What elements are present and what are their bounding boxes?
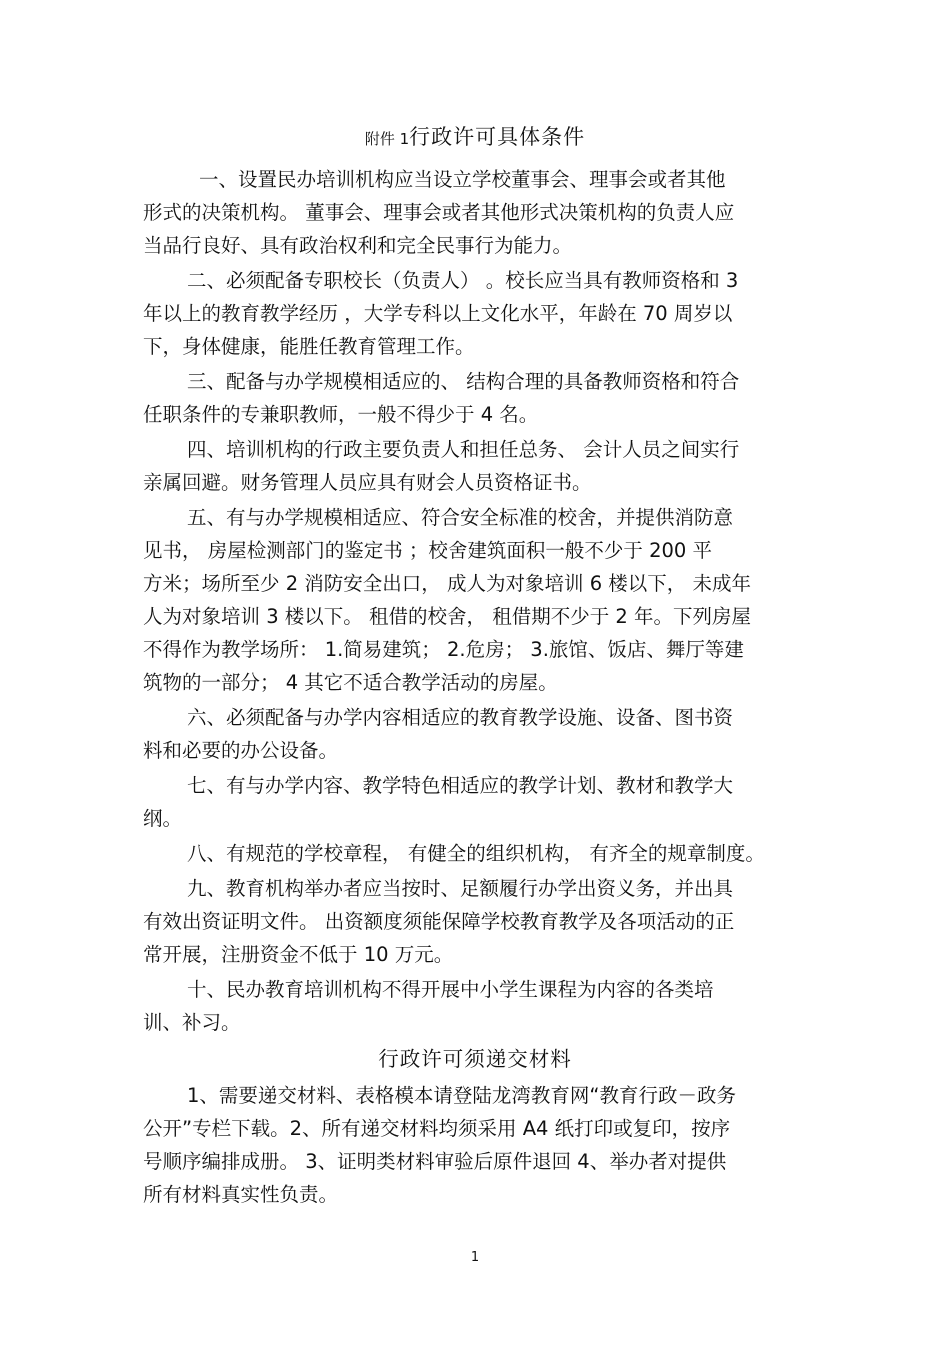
- paragraph-1: [143, 163, 811, 262]
- text-line: 当品行良好、具有政治权利和完全民事行为能力。: [143, 234, 573, 257]
- page-title: [0, 120, 950, 156]
- paragraph-7: [143, 769, 811, 835]
- paragraph-3: [143, 365, 811, 431]
- paragraph-4: [143, 433, 811, 499]
- text-line: 二、必须配备专职校长（负责人） 。校长应当具有教师资格和 3: [187, 269, 739, 292]
- title-prefix: 附件 1: [364, 130, 410, 148]
- text-line: 八、有规范的学校章程， 有健全的组织机构， 有齐全的规章制度。: [187, 842, 765, 865]
- paragraph-2: [143, 264, 811, 363]
- text-line: 四、培训机构的行政主要负责人和担任总务、 会计人员之间实行: [187, 438, 740, 461]
- text-line: 筑物的一部分； 4 其它不适合教学活动的房屋。: [143, 671, 558, 694]
- text-line: 不得作为教学场所： 1.简易建筑； 2.危房； 3.旅馆、饭店、舞厅等建: [143, 638, 744, 661]
- text-line: 纲。: [143, 807, 183, 830]
- text-line: 下，身体健康，能胜任教育管理工作。: [143, 335, 475, 358]
- section-title: 行政许可须递交材料: [378, 1047, 572, 1071]
- paragraph-5: [143, 501, 811, 699]
- text-line: 任职条件的专兼职教师，一般不得少于 4 名。: [143, 403, 539, 426]
- text-line: 公开”专栏下载。2、所有递交材料均须采用 A4 纸打印或复印，按序: [143, 1117, 731, 1140]
- text-line: 五、有与办学规模相适应、符合安全标准的校舍，并提供消防意: [187, 506, 734, 529]
- paragraph-8: [143, 837, 811, 870]
- page-number: 1: [470, 1250, 480, 1265]
- text-line: 有效出资证明文件。 出资额度须能保障学校教育教学及各项活动的正: [143, 910, 735, 933]
- document-body: [143, 163, 811, 1213]
- text-line: 料和必要的办公设备。: [143, 739, 339, 762]
- text-line: 六、必须配备与办学内容相适应的教育教学设施、设备、图书资: [187, 706, 734, 729]
- paragraph-9: [143, 872, 811, 971]
- text-line: 形式的决策机构。 董事会、理事会或者其他形式决策机构的负责人应: [143, 201, 735, 224]
- text-line: 人为对象培训 3 楼以下。 租借的校舍， 租借期不少于 2 年。下列房屋: [143, 605, 752, 628]
- text-line: 所有材料真实性负责。: [143, 1183, 339, 1206]
- text-line: 号顺序编排成册。 3、证明类材料审验后原件退回 4、举办者对提供: [143, 1150, 727, 1173]
- text-line: 九、教育机构举办者应当按时、足额履行办学出资义务，并出具: [187, 877, 734, 900]
- text-line: 1、需要递交材料、表格模本请登陆龙湾教育网“教育行政－政务: [187, 1084, 737, 1107]
- text-line: 方米；场所至少 2 消防安全出口， 成人为对象培训 6 楼以下， 未成年: [143, 572, 752, 595]
- text-line: 训、补习。: [143, 1011, 241, 1034]
- text-line: 三、配备与办学规模相适应的、 结构合理的具备教师资格和符合: [187, 370, 740, 393]
- paragraph-10: [143, 973, 811, 1039]
- text-line: 七、有与办学内容、教学特色相适应的教学计划、教材和教学大: [187, 774, 734, 797]
- text-line: 亲属回避。财务管理人员应具有财会人员资格证书。: [143, 471, 592, 494]
- paragraph-materials: [143, 1079, 811, 1211]
- text-line: 十、民办教育培训机构不得开展中小学生课程为内容的各类培: [187, 978, 714, 1001]
- text-line: 年以上的教育教学经历 ，大学专科以上文化水平，年龄在 70 周岁以: [143, 302, 733, 325]
- text-line: 见书， 房屋检测部门的鉴定书 ；校舍建筑面积一般不少于 200 平: [143, 539, 713, 562]
- text-line: 一、设置民办培训机构应当设立学校董事会、理事会或者其他: [199, 168, 726, 191]
- paragraph-6: [143, 701, 811, 767]
- text-line: 常开展，注册资金不低于 10 万元。: [143, 943, 454, 966]
- title-text: 行政许可具体条件: [409, 125, 586, 149]
